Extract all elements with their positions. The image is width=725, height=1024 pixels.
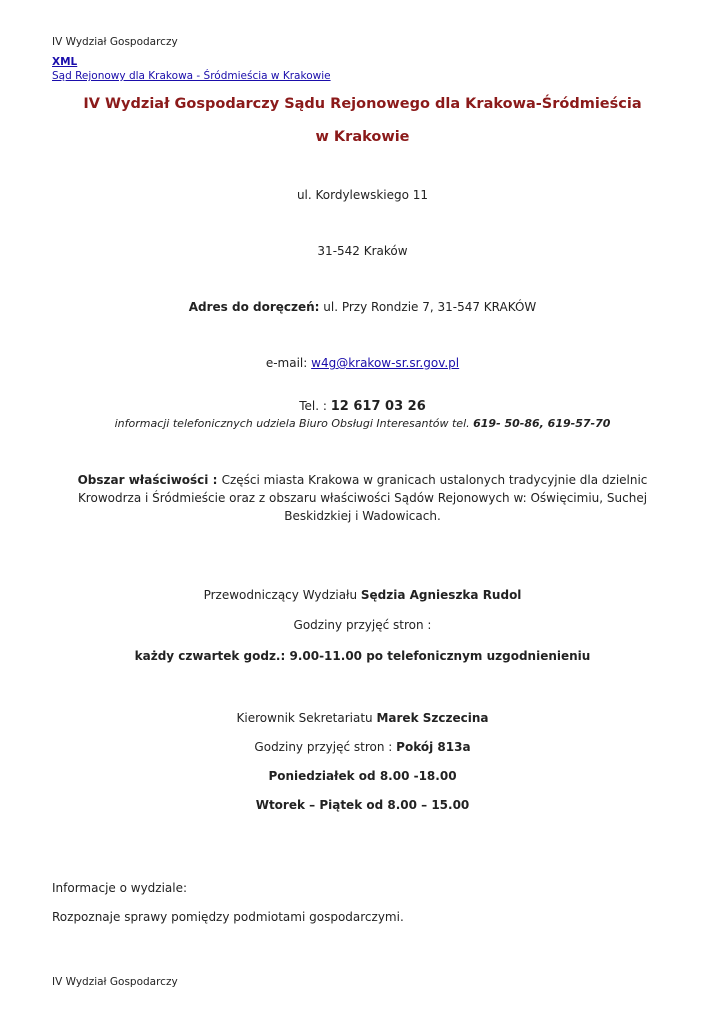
secretariat-name: Marek Szczecina [376, 711, 489, 725]
secretariat-tue-fri: Wtorek – Piątek od 8.00 – 15.00 [255, 798, 470, 812]
breadcrumb-link[interactable]: Sąd Rejonowy dla Krakowa - Śródmieścia w Krakowie [52, 70, 331, 82]
chair-line [40, 588, 685, 602]
phone-number: 12 617 03 26 [330, 399, 426, 414]
phone-info-numbers: 619- 50-86, 619-57-70 [473, 417, 611, 430]
phone-label: Tel. : [299, 399, 331, 413]
address-street: ul. Kordylewskiego 11 [296, 188, 429, 202]
info-text: Rozpoznaje sprawy pomiędzy podmiotami gospodarczymi. [52, 910, 404, 924]
page-title-line2: w Krakowie [315, 129, 410, 145]
jurisdiction-area [46, 471, 679, 525]
chair-name: Sędzia Agnieszka Rudol [360, 588, 522, 602]
secretariat-role: Kierownik Sekretariatu [236, 711, 377, 725]
delivery-value: ul. Przy Rondzie 7, 31-547 KRAKÓW [319, 300, 537, 314]
chair-hours-label: Godziny przyjęć stron : [293, 618, 432, 632]
page-header-label: IV Wydział Gospodarczy [52, 36, 178, 48]
chair-role: Przewodniczący Wydziału [203, 588, 361, 602]
secretariat-hours-line [40, 740, 685, 754]
phone-line [40, 399, 685, 414]
secretariat-room: Pokój 813a [396, 740, 471, 754]
delivery-address [40, 300, 685, 314]
email-line [40, 356, 685, 370]
address-city: 31-542 Kraków [317, 244, 408, 258]
secretariat-hours-label: Godziny przyjęć stron : [254, 740, 397, 754]
secretariat-line [40, 711, 685, 725]
xml-link[interactable]: XML [52, 56, 78, 68]
delivery-label: Adres do doręczeń: [188, 300, 320, 314]
secretariat-monday: Poniedziałek od 8.00 -18.00 [268, 769, 457, 783]
phone-info-text: informacji telefonicznych udziela Biuro Obsługi Interesantów tel. [114, 417, 474, 430]
jurisdiction-text: Części miasta Krakowa w granicach ustalonych tradycyjnie dla dzielnic Krowodrza i Śródmieście oraz z obszaru właściwości Sądów Rejonowych w: Oświęcimiu, Suchej Beskidzkiej i Wadowicach. [77, 473, 648, 523]
info-heading: Informacje o wydziale: [52, 881, 188, 895]
page-footer-label: IV Wydział Gospodarczy [52, 976, 178, 988]
jurisdiction-label: Obszar właściwości : [77, 473, 222, 487]
email-link[interactable]: w4g@krakow-sr.sr.gov.pl [311, 356, 460, 370]
chair-hours-value: każdy czwartek godz.: 9.00-11.00 po telefonicznym uzgodnienieniu [134, 649, 591, 663]
phone-info-line [40, 416, 685, 430]
email-label: e-mail: [265, 356, 312, 370]
page-title-line1: IV Wydział Gospodarczy Sądu Rejonowego dla Krakowa-Śródmieścia [83, 96, 642, 112]
